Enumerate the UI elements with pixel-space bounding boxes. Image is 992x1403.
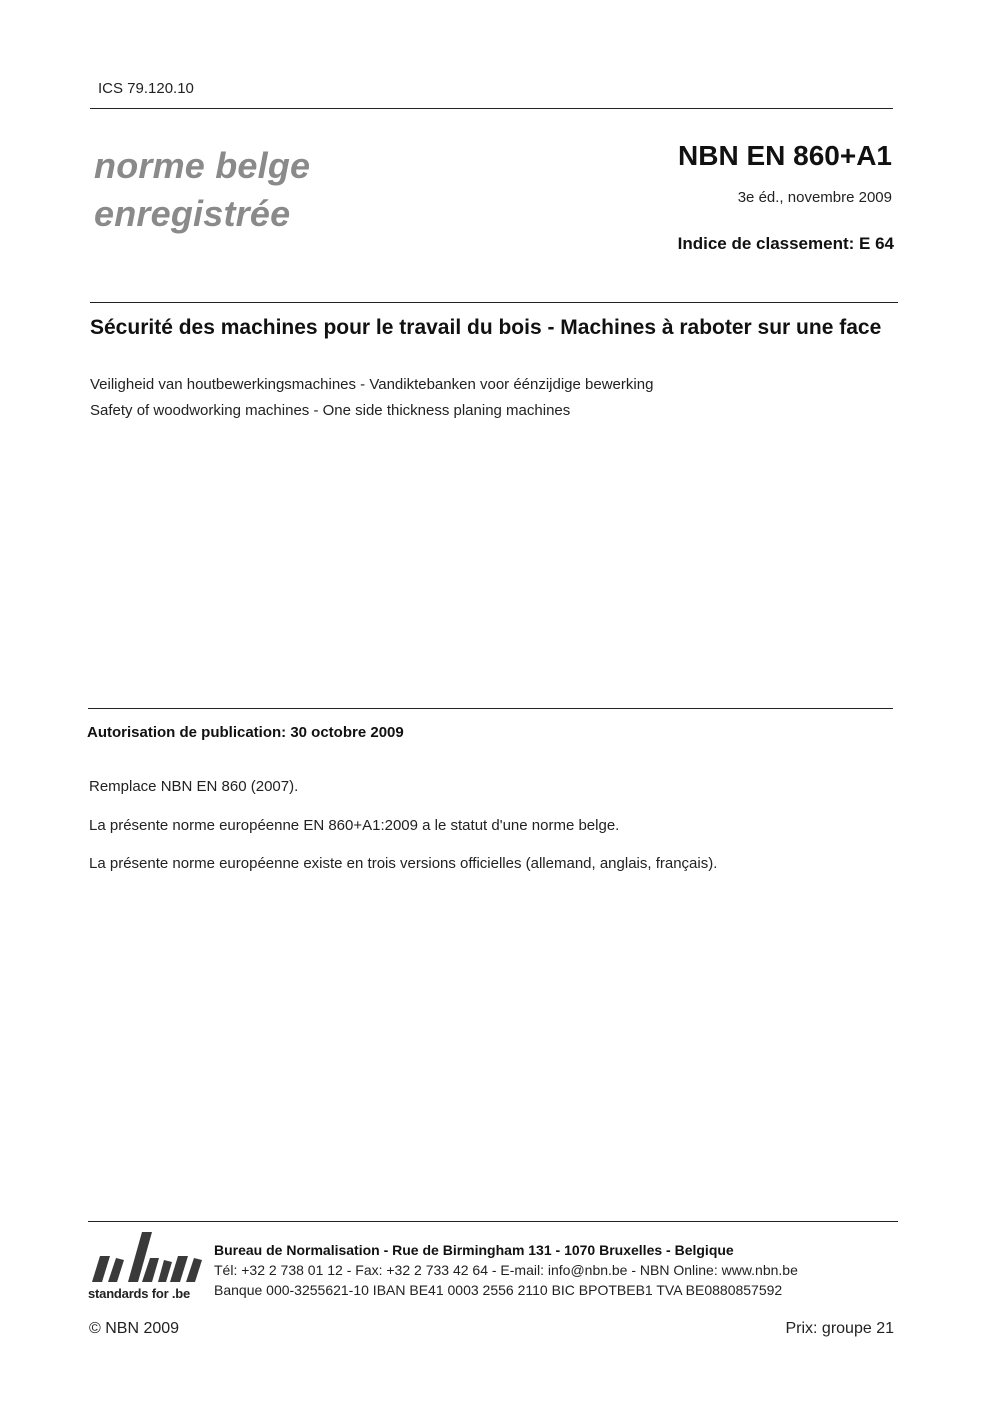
footer-rule xyxy=(88,1221,898,1222)
brand-line-2: enregistrée xyxy=(94,193,291,234)
top-rule xyxy=(90,108,893,109)
title-top-rule xyxy=(90,302,898,303)
ics-code: ICS 79.120.10 xyxy=(98,80,194,97)
footer-bank: Banque 000-3255621-10 IBAN BE41 0003 2556 2110 BIC BPOTBEB1 TVA BE0880857592 xyxy=(214,1282,783,1298)
title-french: Sécurité des machines pour le travail du bois - Machines à raboter sur une face xyxy=(90,316,882,339)
edition-date: 3e éd., novembre 2009 xyxy=(737,189,892,206)
footer-contact: Tél: +32 2 738 01 12 - Fax: +32 2 733 42 64 - E-mail: info@nbn.be - NBN Online: www.nbn.be xyxy=(214,1262,798,1278)
note-status: La présente norme européenne EN 860+A1:2009 a le statut d'une norme belge. xyxy=(89,817,620,834)
publication-rule xyxy=(88,708,893,709)
brand-line-1: norme belge xyxy=(94,145,311,186)
footer-address: Bureau de Normalisation - Rue de Birmingham 131 - 1070 Bruxelles - Belgique xyxy=(214,1242,734,1258)
standard-number: NBN EN 860+A1 xyxy=(678,140,892,171)
logo-caption: standards for .be xyxy=(88,1286,191,1301)
note-replaces: Remplace NBN EN 860 (2007). xyxy=(89,778,299,795)
classement-index: Indice de classement: E 64 xyxy=(677,234,894,253)
publication-authorisation: Autorisation de publication: 30 octobre 2009 xyxy=(87,724,404,741)
nbn-logo-mark xyxy=(86,1228,202,1288)
title-dutch: Veiligheid van houtbewerkingsmachines - Vandiktebanken voor éénzijdige bewerking xyxy=(90,376,654,393)
brand-title xyxy=(94,142,310,238)
copyright: © NBN 2009 xyxy=(89,1320,180,1337)
title-english: Safety of woodworking machines - One side thickness planing machines xyxy=(90,402,571,419)
note-versions: La présente norme européenne existe en trois versions officielles (allemand, anglais, français). xyxy=(89,855,718,872)
price-group: Prix: groupe 21 xyxy=(785,1320,894,1337)
